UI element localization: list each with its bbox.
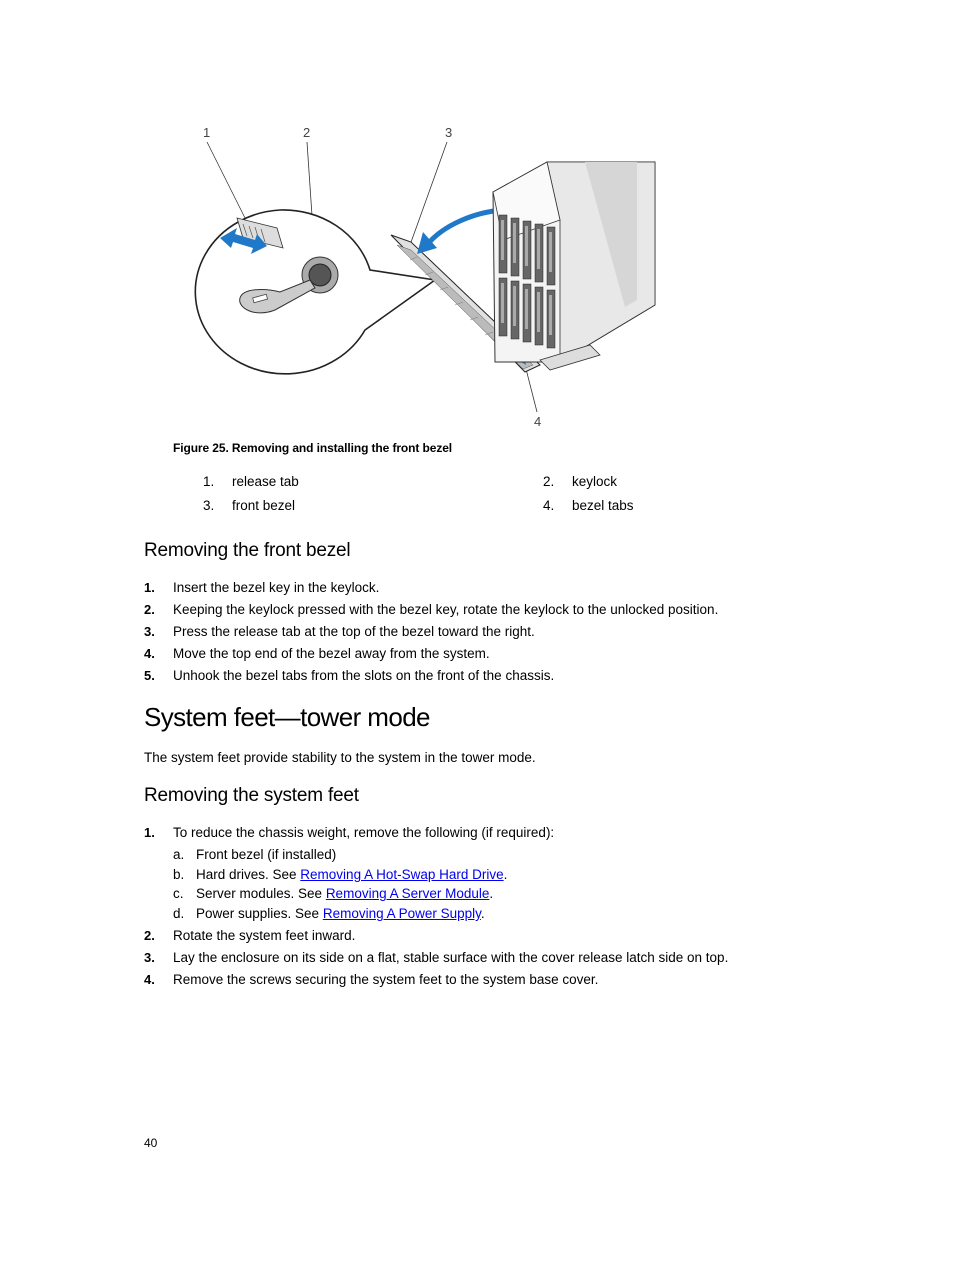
- link-removing-hot-swap-hard-drive[interactable]: Removing A Hot-Swap Hard Drive: [300, 867, 504, 882]
- page-title-system-feet: System feet—tower mode: [144, 702, 430, 732]
- page-number: 40: [144, 1136, 158, 1150]
- bezel-removal-illustration: [185, 120, 665, 435]
- legend-label: front bezel: [232, 498, 296, 513]
- legend-label: keylock: [572, 474, 618, 489]
- zoom-detail: [195, 210, 435, 374]
- legend-number: 1.: [203, 474, 215, 489]
- substep-text: Hard drives. See Removing A Hot-Swap Hard Drive.: [196, 867, 508, 882]
- link-removing-server-module[interactable]: Removing A Server Module: [325, 886, 490, 901]
- substep-letter: d.: [173, 906, 185, 921]
- step-text: To reduce the chassis weight, remove the following (if required):: [173, 825, 555, 840]
- substep-text: Server modules. See Removing A Server Module.: [196, 886, 494, 901]
- step-number: 3.: [144, 950, 155, 965]
- substep-letter: c.: [173, 886, 184, 901]
- callout-2: 2: [303, 125, 311, 140]
- legend-number: 4.: [543, 498, 555, 513]
- substep-text: Power supplies. See Removing A Power Supply.: [196, 906, 485, 921]
- section-heading-removing-front-bezel: Removing the front bezel: [144, 540, 351, 561]
- intro-paragraph: The system feet provide stability to the system in the tower mode.: [144, 750, 536, 765]
- step-text: Remove the screws securing the system feet to the system base cover.: [173, 972, 599, 987]
- step-text: Press the release tab at the top of the bezel toward the right.: [173, 624, 535, 639]
- step-text: Insert the bezel key in the keylock.: [173, 580, 380, 595]
- callout-4: 4: [534, 414, 542, 429]
- step-number: 1.: [144, 580, 155, 595]
- callout-3: 3: [445, 125, 453, 140]
- step-number: 3.: [144, 624, 155, 639]
- step-number: 4.: [144, 646, 155, 661]
- substep-letter: a.: [173, 847, 185, 862]
- substep-letter: b.: [173, 867, 185, 882]
- server-chassis: [493, 162, 655, 370]
- step-text: Lay the enclosure on its side on a flat, stable surface with the cover release latch side on top.: [173, 950, 729, 965]
- substep-text: Front bezel (if installed): [196, 847, 337, 862]
- step-text: Unhook the bezel tabs from the slots on the front of the chassis.: [173, 668, 555, 683]
- step-number: 1.: [144, 825, 155, 840]
- step-number: 5.: [144, 668, 155, 683]
- step-number: 4.: [144, 972, 155, 987]
- section-heading-removing-system-feet: Removing the system feet: [144, 785, 359, 806]
- step-text: Move the top end of the bezel away from the system.: [173, 646, 490, 661]
- step-number: 2.: [144, 928, 155, 943]
- rotate-arrow-icon: [427, 210, 503, 245]
- legend-label: release tab: [232, 474, 299, 489]
- step-text: Keeping the keylock pressed with the bezel key, rotate the keylock to the unlocked position.: [173, 602, 719, 617]
- step-number: 2.: [144, 602, 155, 617]
- legend-label: bezel tabs: [572, 498, 634, 513]
- step-text: Rotate the system feet inward.: [173, 928, 356, 943]
- callout-1: 1: [203, 125, 211, 140]
- legend-number: 2.: [543, 474, 555, 489]
- figure-caption: Figure 25. Removing and installing the front bezel: [173, 441, 453, 455]
- legend-number: 3.: [203, 498, 215, 513]
- link-removing-power-supply[interactable]: Removing A Power Supply: [322, 906, 481, 921]
